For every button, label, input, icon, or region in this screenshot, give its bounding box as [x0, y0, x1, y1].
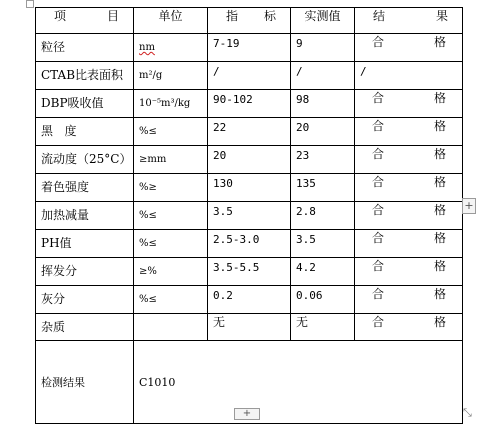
table-header-row — [36, 8, 463, 34]
table-row — [36, 118, 463, 146]
row-result: 合 格 — [355, 146, 463, 174]
row-unit: ≥mm — [134, 146, 208, 174]
row-result: 合 格 — [355, 118, 463, 146]
row-unit: %≤ — [134, 230, 208, 258]
row-result: 合 格 — [355, 286, 463, 314]
row-result: 合 格 — [355, 90, 463, 118]
row-name: 加热减量 — [36, 202, 134, 230]
row-measured: / — [291, 62, 355, 90]
table-row — [36, 230, 463, 258]
table-move-handle[interactable] — [26, 0, 34, 8]
row-name: 灰分 — [36, 286, 134, 314]
row-unit — [134, 314, 208, 341]
row-name: 着色强度 — [36, 174, 134, 202]
row-measured: 3.5 — [291, 230, 355, 258]
row-name: 挥发分 — [36, 258, 134, 286]
row-spec: 2.5-3.0 — [208, 230, 291, 258]
table-row — [36, 90, 463, 118]
row-result: 合 格 — [355, 314, 463, 341]
row-spec: 0.2 — [208, 286, 291, 314]
row-unit: %≤ — [134, 202, 208, 230]
conclusion-label: 检测结果 — [36, 341, 134, 424]
row-unit: %≤ — [134, 286, 208, 314]
row-unit: m²/g — [134, 62, 208, 90]
conclusion-value: C1010 — [134, 341, 463, 424]
row-measured: 0.06 — [291, 286, 355, 314]
row-spec: / — [208, 62, 291, 90]
header-measured: 实测值 — [291, 8, 355, 34]
row-spec: 22 — [208, 118, 291, 146]
row-measured: 20 — [291, 118, 355, 146]
row-name: 流动度（25°C） — [36, 146, 134, 174]
table-row — [36, 258, 463, 286]
header-spec: 指 标 — [208, 8, 291, 34]
row-result: 合 格 — [355, 258, 463, 286]
row-name: PH值 — [36, 230, 134, 258]
row-result: 合 格 — [355, 34, 463, 62]
row-measured: 4.2 — [291, 258, 355, 286]
row-measured: 9 — [291, 34, 355, 62]
row-unit: ≥% — [134, 258, 208, 286]
insert-column-button[interactable]: + — [462, 198, 476, 214]
row-spec: 7-19 — [208, 34, 291, 62]
insert-row-button[interactable]: + — [234, 408, 260, 420]
header-unit: 单位 — [134, 8, 208, 34]
table-row — [36, 146, 463, 174]
row-measured: 23 — [291, 146, 355, 174]
table-row — [36, 62, 463, 90]
resize-handle-icon[interactable]: ⤡ — [463, 406, 472, 419]
row-measured: 无 — [291, 314, 355, 341]
row-spec: 3.5 — [208, 202, 291, 230]
row-measured: 2.8 — [291, 202, 355, 230]
row-spec: 无 — [208, 314, 291, 341]
row-result: / — [355, 62, 463, 90]
row-name: DBP吸收值 — [36, 90, 134, 118]
row-name: 黑 度 — [36, 118, 134, 146]
row-name: 杂质 — [36, 314, 134, 341]
table-row — [36, 286, 463, 314]
row-unit: nm — [134, 34, 208, 62]
table-row — [36, 202, 463, 230]
header-item: 项 目 — [36, 8, 134, 34]
row-spec: 90-102 — [208, 90, 291, 118]
row-name: 粒径 — [36, 34, 134, 62]
row-measured: 135 — [291, 174, 355, 202]
table-row — [36, 34, 463, 62]
row-measured: 98 — [291, 90, 355, 118]
row-unit: 10⁻⁵m³/kg — [134, 90, 208, 118]
row-unit: %≤ — [134, 118, 208, 146]
spec-table — [35, 7, 463, 424]
row-result: 合 格 — [355, 202, 463, 230]
row-unit: %≥ — [134, 174, 208, 202]
row-spec: 3.5-5.5 — [208, 258, 291, 286]
row-spec: 20 — [208, 146, 291, 174]
header-result: 结 果 — [355, 8, 463, 34]
row-result: 合 格 — [355, 174, 463, 202]
row-name: CTAB比表面积 — [36, 62, 134, 90]
table-row — [36, 314, 463, 341]
row-spec: 130 — [208, 174, 291, 202]
row-result: 合 格 — [355, 230, 463, 258]
table-row — [36, 174, 463, 202]
